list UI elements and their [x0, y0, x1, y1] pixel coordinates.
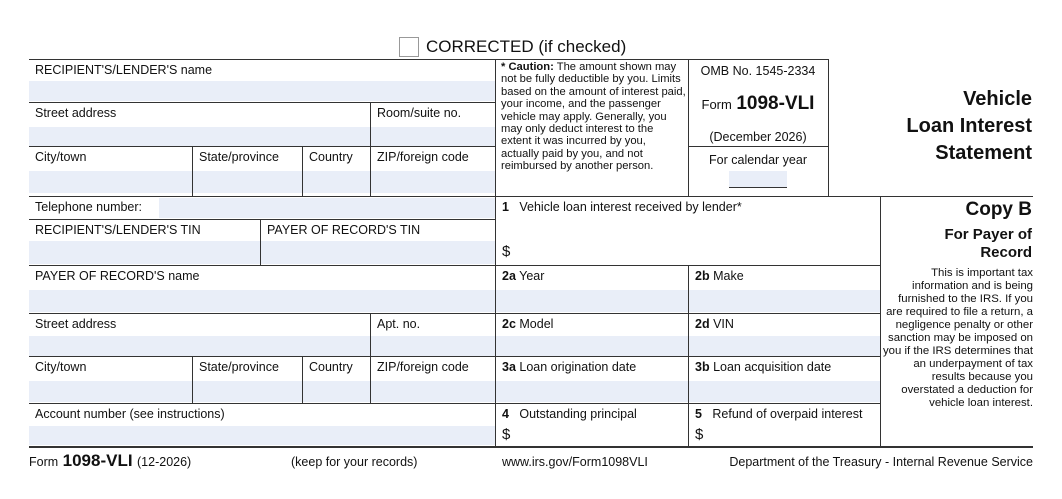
box1-dollar-sign: $ — [502, 243, 511, 260]
payer-tin-field[interactable] — [261, 220, 495, 265]
omb-form-name — [688, 93, 828, 115]
recipient-country-field[interactable] — [303, 147, 370, 195]
copy-b-subtitle-line1: For Payer of — [944, 226, 1032, 243]
form-title-line3: Statement — [935, 142, 1032, 164]
box3b-label: Loan acquisition date — [713, 360, 832, 374]
footer-url[interactable]: www.irs.gov/Form1098VLI — [502, 455, 648, 469]
footer-department: Department of the Treasury - Internal Revenue Service — [729, 455, 1033, 469]
box2a-label: Year — [519, 269, 545, 283]
box4-label-wrap — [502, 407, 637, 421]
payer-apt-label: Apt. no. — [377, 317, 421, 331]
copy-b-title: Copy B — [965, 199, 1032, 220]
recipient-country-label: Country — [309, 150, 353, 164]
box3a-label: Loan origination date — [519, 360, 637, 374]
caution-heading: * Caution: — [501, 61, 554, 73]
payer-apt-field[interactable] — [371, 314, 495, 356]
recipient-city-field[interactable] — [29, 147, 192, 195]
box2a-number: 2a — [502, 269, 516, 283]
box2c-label: Model — [519, 317, 554, 331]
box2d-label: VIN — [713, 317, 734, 331]
recipient-state-field[interactable] — [193, 147, 302, 195]
box1-number: 1 — [502, 200, 509, 214]
payer-tin-label: PAYER OF RECORD'S TIN — [267, 223, 421, 237]
payer-name-label: PAYER OF RECORD'S name — [35, 269, 200, 283]
form-title — [840, 86, 1032, 167]
box2c-number: 2c — [502, 317, 516, 331]
recipient-name-label: RECIPIENT'S/LENDER'S name — [35, 63, 213, 77]
box5-label-wrap — [695, 407, 862, 421]
recipient-tin-field[interactable] — [29, 220, 260, 265]
box5-number: 5 — [695, 407, 702, 421]
payer-name-field[interactable] — [29, 266, 495, 313]
box4-outstanding-principal[interactable] — [496, 404, 688, 446]
payer-country-label: Country — [309, 360, 353, 374]
recipient-street-label: Street address — [35, 106, 117, 120]
omb-form-prefix: Form — [701, 97, 732, 112]
box3a-number: 3a — [502, 360, 516, 374]
box4-label: Outstanding principal — [519, 407, 637, 421]
box2d-vin[interactable] — [689, 314, 880, 356]
payer-state-label: State/province — [199, 360, 279, 374]
box2a-year[interactable] — [496, 266, 688, 313]
box5-label: Refund of overpaid interest — [712, 407, 863, 421]
recipient-name-field[interactable] — [29, 60, 495, 102]
footer-keep-note: (keep for your records) — [291, 455, 418, 469]
box1-vehicle-loan-interest[interactable] — [496, 197, 880, 265]
box2a-label-wrap — [502, 269, 544, 283]
box1-label-wrap — [502, 200, 742, 214]
box5-refund-overpaid-interest[interactable] — [689, 404, 880, 446]
copy-b-subtitle — [884, 226, 1032, 262]
payer-zip-field[interactable] — [371, 357, 495, 403]
calendar-year-field[interactable] — [729, 171, 787, 188]
payer-country-field[interactable] — [303, 357, 370, 403]
box2d-label-wrap — [695, 317, 734, 331]
payer-street-label: Street address — [35, 317, 117, 331]
box2b-number: 2b — [695, 269, 710, 283]
recipient-phone-field[interactable] — [29, 197, 495, 219]
box2c-label-wrap — [502, 317, 553, 331]
account-number-label: Account number (see instructions) — [35, 407, 225, 421]
caution-text — [501, 61, 686, 173]
box3a-label-wrap — [502, 360, 636, 374]
omb-number: OMB No. 1545-2334 — [700, 64, 816, 78]
footer-revision: (12-2026) — [137, 455, 192, 469]
omb-revision: (December 2026) — [709, 130, 807, 144]
corrected-label: CORRECTED (if checked) — [426, 37, 627, 56]
copy-b-notice: This is important tax information and is being furnished to the IRS. If you are required to file a return, a negligence penalty or other sanction may be imposed on you if the IRS determines that an underpayment of tax results because you overstated a deduction for vehicle loan interest. — [882, 267, 1033, 409]
payer-city-label: City/town — [35, 360, 87, 374]
payer-city-field[interactable] — [29, 357, 192, 403]
account-number-field[interactable] — [29, 404, 495, 446]
box3a-loan-origination-date[interactable] — [496, 357, 688, 403]
box2d-number: 2d — [695, 317, 710, 331]
box4-number: 4 — [502, 407, 509, 421]
form-title-line2: Loan Interest — [906, 115, 1032, 137]
payer-state-field[interactable] — [193, 357, 302, 403]
calendar-year-label: For calendar year — [709, 153, 807, 167]
box4-dollar-sign: $ — [502, 426, 511, 443]
caution-body: The amount shown may not be fully deductible by you. Limits based on the amount of interest paid, your income, and the passenger vehicle may apply. Generally, you may only deduct interest to the extent it was incurred by you, actually paid by you, and not reimbursed by another person. — [501, 61, 686, 173]
footer-form-number: 1098-VLI — [62, 451, 133, 470]
recipient-zip-field[interactable] — [371, 147, 495, 195]
box2b-make[interactable] — [689, 266, 880, 313]
recipient-city-label: City/town — [35, 150, 87, 164]
box2b-label: Make — [713, 269, 744, 283]
recipient-state-label: State/province — [199, 150, 279, 164]
recipient-zip-label: ZIP/foreign code — [377, 150, 469, 164]
corrected-checkbox[interactable] — [399, 37, 419, 57]
recipient-street-field[interactable] — [29, 103, 370, 146]
footer-form-prefix: Form — [29, 455, 59, 469]
recipient-phone-label: Telephone number: — [35, 200, 143, 214]
box3b-loan-acquisition-date[interactable] — [689, 357, 880, 403]
box3b-label-wrap — [695, 360, 831, 374]
payer-street-field[interactable] — [29, 314, 370, 356]
payer-zip-label: ZIP/foreign code — [377, 360, 469, 374]
box3b-number: 3b — [695, 360, 710, 374]
box2c-model[interactable] — [496, 314, 688, 356]
recipient-room-field[interactable] — [371, 103, 495, 146]
recipient-tin-label: RECIPIENT'S/LENDER'S TIN — [35, 223, 201, 237]
box1-label: Vehicle loan interest received by lender* — [519, 200, 742, 214]
recipient-room-label: Room/suite no. — [377, 106, 462, 120]
box2b-label-wrap — [695, 269, 744, 283]
form-title-line1: Vehicle — [963, 88, 1032, 110]
footer-form-id — [29, 451, 191, 471]
omb-form-number: 1098-VLI — [736, 93, 815, 114]
copy-b-subtitle-line2: Record — [980, 244, 1032, 261]
box5-dollar-sign: $ — [695, 426, 704, 443]
